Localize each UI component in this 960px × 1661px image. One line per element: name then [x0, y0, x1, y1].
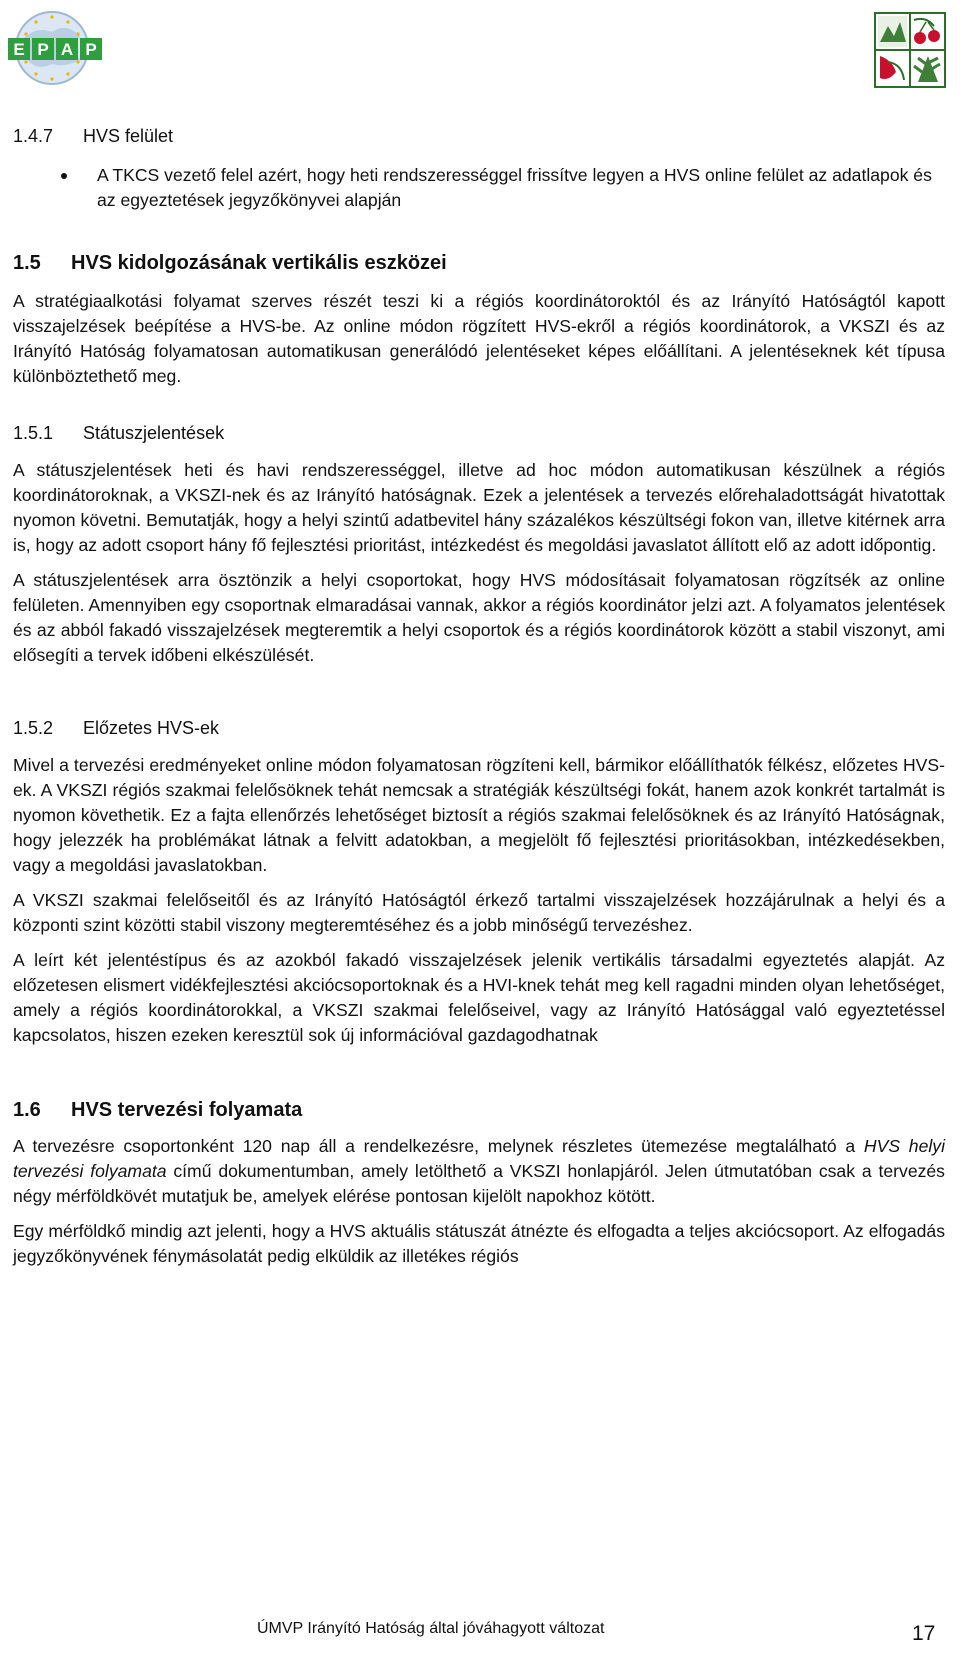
paragraph: A leírt két jelentéstípus és az azokból fakadó visszajelzések jelenik vertikális társadalmi egyeztetés alapját. Az előzetesen elismert vidékfejlesztési akciócsoportoknak és a HVI-knek tehát meg kell ragadni minden olyan lehetőséget, amely a régiós koordinátorokkal, a VKSZI szakmai felelőseivel, vagy az Irányító Hatósággal való egyeztetéssel kapcsolatos, hiszen ezeken keresztül sok új információval gazdagodhatnak	[13, 950, 945, 1045]
paragraph: A VKSZI szakmai felelőseitől és az Irányító Hatóságtól érkező tartalmi visszajelzések hozzájárulnak a helyi és a központi szint közötti stabil viszony megteremtéséhez és a jobb minőségű tervezéshez.	[13, 890, 945, 935]
section-title: HVS tervezési folyamata	[71, 1099, 303, 1121]
section-heading-1-5-1	[13, 421, 945, 446]
paragraph: A stratégiaalkotási folyamat szerves részét teszi ki a régiós koordinátoroktól és az Irányító Hatóságtól kapott visszajelzések beépítése a HVS-be. Az online módon rögzített HVS-ekről a régiós koordinátorok, a VKSZI és az Irányító Hatóság folyamatosan automatikusan generálódó jelentéseket képes előállítani. A jelentéseknek két típusa különböztethető meg.	[13, 291, 945, 386]
paragraph-text: A tervezésre csoportonként 120 nap áll a rendelkezésre, melynek részletes ütemezése megtalálható a	[13, 1136, 864, 1156]
leader-logo-icon	[874, 12, 946, 88]
bullet-text: A TKCS vezető felel azért, hogy heti rendszerességgel frissítve legyen a HVS online felület az adatlapok és az egyeztetések jegyzőkönyvei alapján	[97, 165, 932, 210]
section-title: HVS felület	[83, 126, 174, 146]
epap-logo-icon	[6, 8, 104, 88]
footer-text: ÚMVP Irányító Hatóság által jóváhagyott változat	[257, 1620, 605, 1637]
paragraph: Egy mérföldkő mindig azt jelenti, hogy a HVS aktuális státuszát átnézte és elfogadta a teljes akciócsoport. Az elfogadás jegyzőkönyvének fénymásolatát pedig elküldik az illetékes régiós	[13, 1221, 945, 1266]
section-number: 1.4.7	[13, 126, 54, 146]
paragraph: Mivel a tervezési eredményeket online módon folyamatosan rögzíteni kell, bármikor előállíthatók félkész, előzetes HVS-ek. A VKSZI régiós szakmai felelősöknek tehát nemcsak a stratégiák készültségi fokát, hanem azok konkrét tartalmát is nyomon követhetik. Ez a fajta ellenőrzés lehetőséget biztosít a régiós szakmai felelősöknek és az Irányító Hatóságnak, hogy jelezzék ha problémákat látnak a felvitt adatokban, a megjelölt fő fejlesztési prioritásokban, intézkedésekben, vagy a megoldási javaslatokban.	[13, 755, 945, 875]
paragraph: A státuszjelentések arra ösztönzik a helyi csoportokat, hogy HVS módosításait folyamatosan rögzítsék az online felületen. Amennyiben egy csoportnak elmaradásai vannak, akkor a régiós koordinátor jelzi azt. A folyamatos jelentések és az abból fakadó visszajelzések megteremtik a helyi csoportok és a régiós koordinátorok között a stabil viszonyt, ami elősegíti a tervek időbeni elkészülését.	[13, 570, 945, 665]
bullet-item	[13, 163, 945, 213]
leader-logo	[874, 12, 946, 88]
svg-text:E: E	[13, 40, 25, 59]
section-heading-1-5-2	[13, 716, 945, 741]
section-number: 1.5.2	[13, 718, 54, 738]
paragraph	[13, 1134, 945, 1209]
paragraph-text: című dokumentumban, amely letölthető a VKSZI honlapjáról. Jelen útmutatóban csak a tervezés négy mérföldkövét mutatjuk be, amelyek elérése pontosan kijelölt napokhoz kötött.	[13, 1161, 945, 1206]
section-title: HVS kidolgozásának vertikális eszközei	[71, 252, 447, 274]
page-number: 17	[912, 1622, 936, 1645]
document-body	[13, 124, 945, 1269]
section-heading-1-4-7	[13, 124, 945, 149]
document-title-reference: HVS helyi tervezési folyamata	[13, 1136, 945, 1181]
section-title: Előzetes HVS-ek	[83, 718, 220, 738]
svg-text:P: P	[37, 40, 49, 59]
section-number: 1.6	[13, 1099, 41, 1121]
svg-text:A: A	[60, 40, 74, 59]
svg-text:P: P	[85, 40, 97, 59]
section-title: Státuszjelentések	[83, 423, 225, 443]
epap-logo	[6, 8, 104, 88]
section-heading-1-5	[13, 249, 945, 277]
page-footer	[0, 1616, 960, 1656]
paragraph: A státuszjelentések heti és havi rendszerességgel, illetve ad hoc módon automatikusan készülnek a régiós koordinátoroknak, a VKSZI-nek és az Irányító hatóságnak. Ezek a jelentések a tervezés előrehaladottságát hivatottak nyomon követni. Bemutatják, hogy a helyi szintű adatbevitel hány százalékos készültségi fokon van, illetve kitérnek arra is, hogy az adott csoport hány fő fejlesztési prioritást, intézkedést és megoldási javaslatot állított elő az adott időpontig.	[13, 460, 945, 555]
section-number: 1.5	[13, 252, 41, 274]
section-heading-1-6	[13, 1096, 945, 1124]
section-number: 1.5.1	[13, 423, 54, 443]
bullet-icon	[13, 163, 93, 213]
